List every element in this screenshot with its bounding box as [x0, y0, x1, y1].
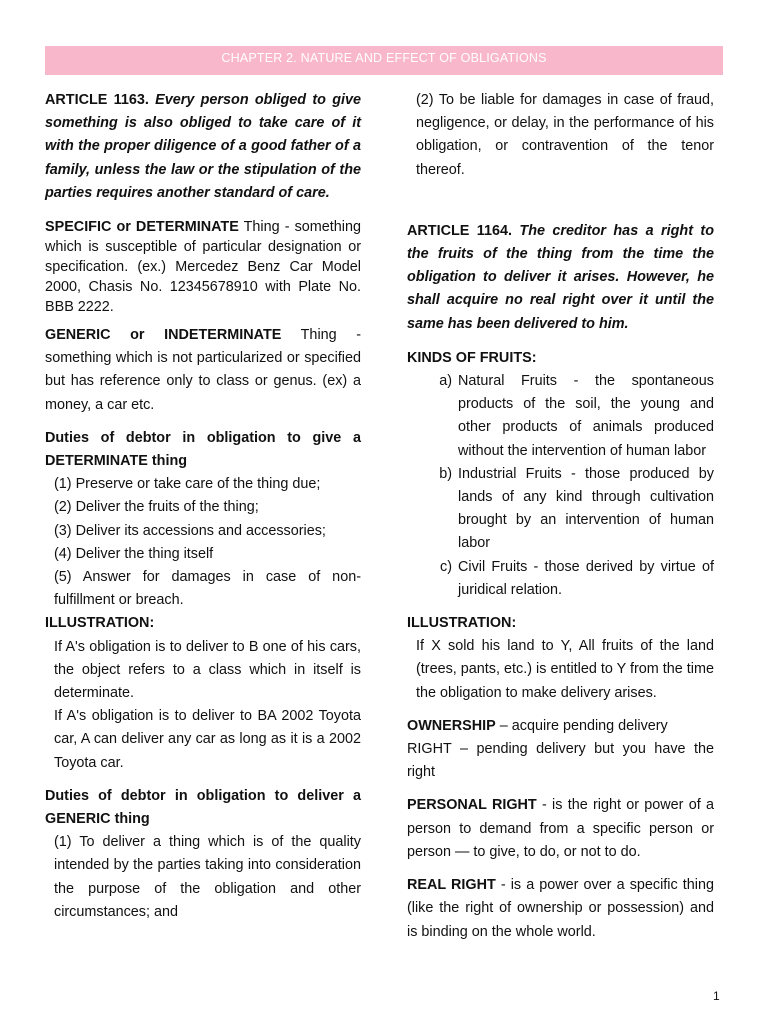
ownership-definition: – acquire pending delivery [495, 717, 668, 734]
list-text: Natural Fruits - the spontaneous products of the soil, the young and other products of animals produced without the intervention of human labor [458, 373, 714, 459]
personal-right-term: PERSONAL RIGHT [407, 797, 537, 814]
generic-thing-def [45, 324, 361, 417]
real-right-definition: - is a power over a specific thing (like the right of ownership or possession) and is binding on the whole world. [407, 877, 714, 940]
list-item [407, 556, 714, 602]
list-text: Civil Fruits - those derived by virtue of juridical relation. [458, 558, 714, 598]
illustration-paragraph: If A's obligation is to deliver to BA 2002 Toyota car, A can deliver any car as long as it is a 2002 Toyota car. [54, 708, 361, 771]
list-marker: a) [439, 373, 452, 390]
duty-item: (5) Answer for damages in case of non-fulfillment or breach. [54, 569, 361, 609]
duty-item: (3) Deliver its accessions and accessories; [54, 522, 326, 539]
duty-item: (2) Deliver the fruits of the thing; [54, 499, 259, 516]
left-column [45, 89, 361, 924]
list-item [407, 370, 714, 463]
specific-thing-def [45, 217, 361, 317]
real-right-def [407, 874, 714, 944]
generic-definition: Thing - something which is not particularized or specified but has reference only to class or genus. (ex) a money, a car etc. [45, 327, 361, 413]
duty-item: (4) Deliver the thing itself [54, 545, 214, 562]
ownership-def [407, 715, 714, 738]
generic-term: GENERIC or INDETERMINATE [45, 327, 282, 344]
specific-definition: Thing - something which is susceptible of particular designation or specification. (ex.) Mercedez Benz Car Model 2000, Chasis No. 12345678910 with Plate No. BBB 2222. [45, 219, 362, 316]
illustration-heading: ILLUSTRATION: [407, 615, 517, 632]
list-marker: c) [440, 558, 452, 575]
article-1164-label: ARTICLE 1164. [407, 222, 520, 239]
article-1163-text: Every person obliged to give something is also obliged to take care of it with the proper diligence of a good father of a family, unless the law or the stipulation of the parties requires another standard of care. [45, 92, 361, 201]
fruits-list [407, 370, 714, 602]
illustration-paragraph: If X sold his land to Y, All fruits of the land (trees, pants, etc.) is entitled to Y from the time the obligation to make delivery arises. [416, 638, 714, 701]
chapter-title: CHAPTER 2. NATURE AND EFFECT OF OBLIGATIONS [221, 51, 547, 65]
ownership-term: OWNERSHIP [407, 717, 496, 734]
list-item [407, 463, 714, 556]
right-column [407, 89, 714, 944]
article-1164-text: The creditor has a right to the fruits of the thing from the time the obligation to deliver it arises. However, he shall acquire no real right over it until the same has been delivered to him. [407, 222, 714, 332]
kinds-of-fruits-heading: KINDS OF FRUITS: [407, 349, 537, 366]
real-right-term: REAL RIGHT [407, 877, 496, 894]
right-def: RIGHT – pending delivery but you have the right [407, 741, 714, 781]
illustration-paragraph: If A's obligation is to deliver to B one of his cars, the object refers to a class which in itself is determinate. [54, 638, 361, 702]
chapter-banner [45, 46, 723, 75]
specific-term: SPECIFIC or DETERMINATE [45, 219, 239, 236]
page-number: 1 [713, 989, 720, 1003]
duty-item: (1) Preserve or take care of the thing due; [54, 476, 321, 493]
article-1163 [45, 89, 361, 205]
personal-right-definition: - is the right or power of a person to demand from a specific person or person — to give, to do, or not to do. [407, 797, 714, 860]
list-marker: b) [439, 465, 452, 482]
article-1164 [407, 220, 714, 336]
personal-right-def [407, 794, 714, 864]
article-1163-label: ARTICLE 1163. [45, 92, 156, 108]
duty-item: (2) To be liable for damages in case of fraud, negligence, or delay, in the performance of his obligation, or contravention of the tenor thereof. [416, 92, 714, 178]
list-text: Industrial Fruits - those produced by lands of any kind through cultivation brought by an intervention of human labor [458, 465, 714, 552]
illustration-heading: ILLUSTRATION: [45, 615, 155, 632]
duty-item: (1) To deliver a thing which is of the quality intended by the parties taking into consideration the purpose of the obligation and other circumstances; and [54, 834, 361, 920]
duties-generic-heading: Duties of debtor in obligation to deliver a GENERIC thing [45, 787, 361, 828]
duties-determinate-heading: Duties of debtor in obligation to give a DETERMINATE thing [45, 429, 361, 470]
